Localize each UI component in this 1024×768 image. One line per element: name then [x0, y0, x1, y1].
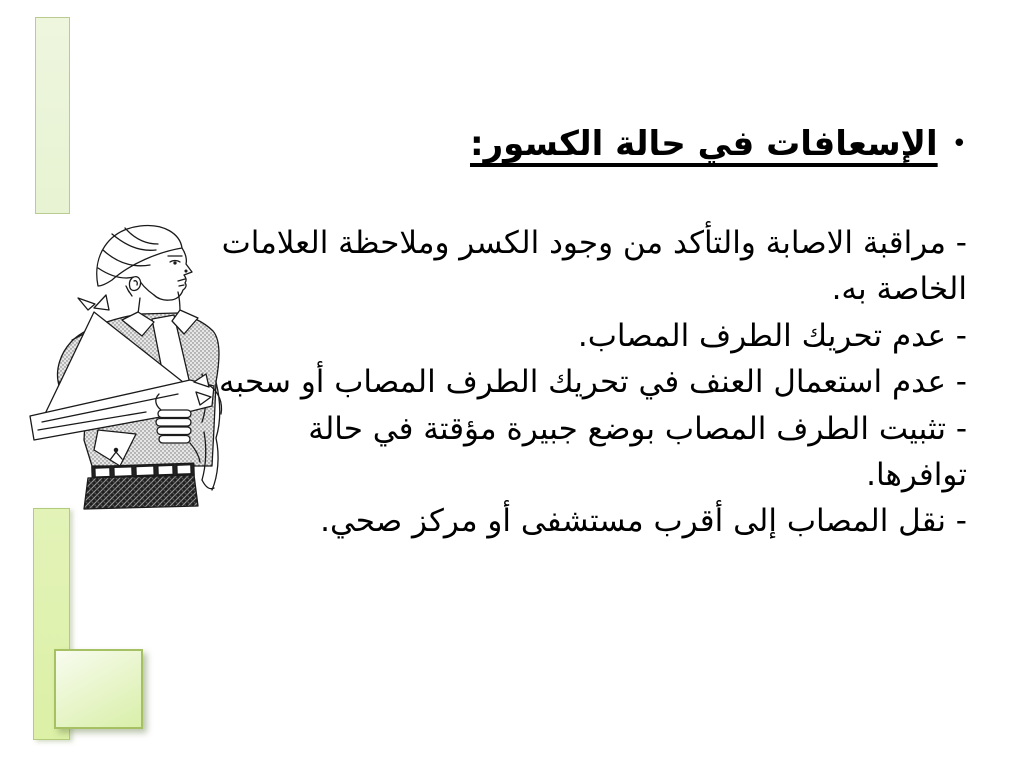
body-line: الخاصة به. — [831, 271, 967, 308]
slide-title: الإسعافات في حالة الكسور: — [469, 124, 938, 164]
body-line: - عدم استعمال العنف في تحريك الطرف المصاب أو سحبه — [219, 364, 967, 401]
slide-title-row — [27, 118, 967, 170]
body-line: - مراقبة الاصابة والتأكد من وجود الكسر وملاحظة العلامات — [221, 225, 967, 261]
slide-content — [27, 118, 967, 545]
body-line: - عدم تحريك الطرف المصاب. — [577, 317, 967, 354]
body-line: توافرها. — [866, 456, 967, 493]
body-line: - تثبيت الطرف المصاب بوضع جبيرة مؤقتة في حالة — [308, 410, 967, 447]
body-text-block — [27, 220, 967, 545]
bullet-icon: • — [951, 129, 967, 159]
green-square — [54, 649, 143, 729]
body-line: - نقل المصاب إلى أقرب مستشفى أو مركز صحي. — [320, 503, 967, 540]
